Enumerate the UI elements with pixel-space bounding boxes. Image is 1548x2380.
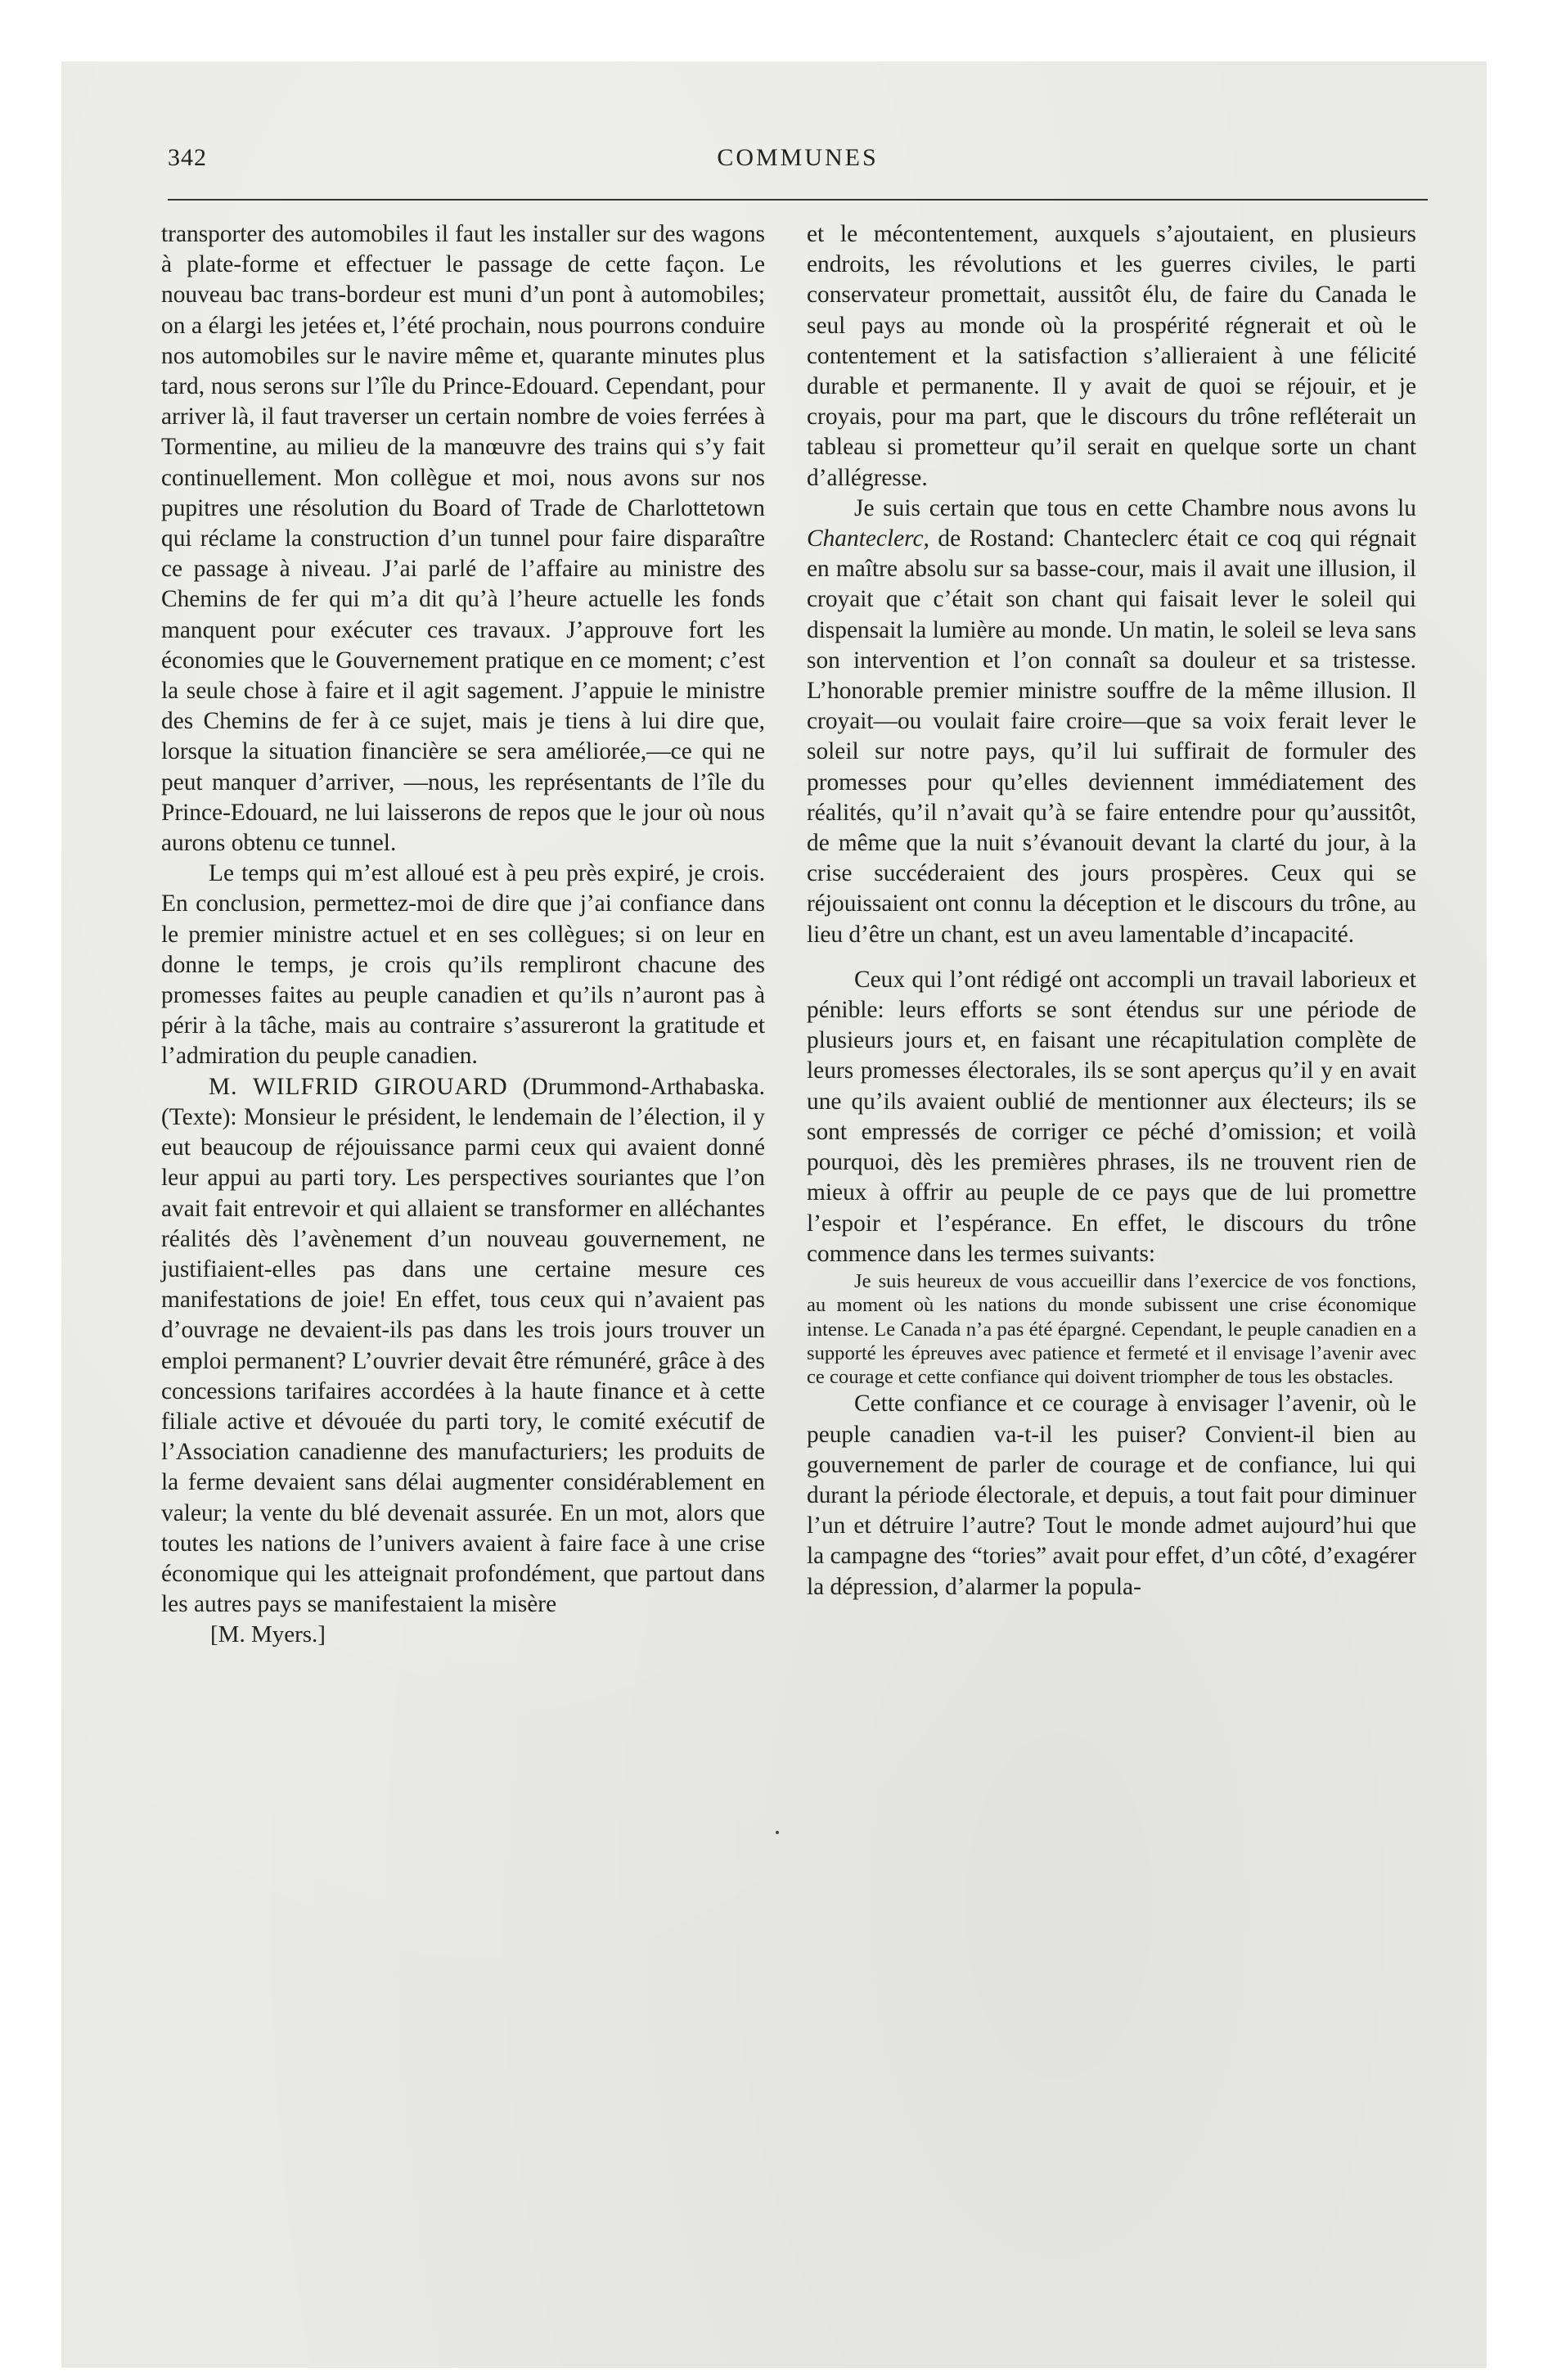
speech-text: (Drummond-Arthabaska. (Texte): Monsieur le président, le lendemain de l’élection, il y eut beaucoup de réjouissance parmi ceux qui avaient donné leur appui au parti tory. Les perspectives souriantes que l’on avait fait entrevoir et qui allaient se transformer en alléchantes réalités dès l’avènement d’un nouveau gouvernement, ne justifiaient-elles pas dans une certaine mesure ces manifestations de joie! En effet, tous ceux qui n’avaient pas d’ouvrage ne devaient-ils pas dans les trois jours trouver un emploi permanent? L’ouvrier devait être rémunéré, grâce à des concessions tarifaires accordées à la haute finance et à cette filiale active et dévouée du parti tory, le comité exécutif de l’Association canadienne des manufacturiers; les produits de la ferme devaient sans délai augmenter considérablement en valeur; la vente du blé devenait assurée. En un mot, alors que toutes les nations de l’univers avaient à faire face à une crise économique qui les atteignait profondément, que partout dans les autres pays se manifestaient la misère [161, 1073, 765, 1618]
paragraph: transporter des automobiles il faut les installer sur des wagons à plate-forme et effectuer le passage de cette façon. Le nouveau bac trans-bordeur est muni d’un pont à automobiles; on a élargi les jetées et, l’été prochain, nous pourrons conduire nos automobiles sur le navire même et, quarante minutes plus tard, nous serons sur l’île du Prince-Edouard. Cependant, pour arriver là, il faut traverser un certain nombre de voies ferrées à Tormentine, au milieu de la manœuvre des trains qui s’y fait continuellement. Mon collègue et moi, nous avons sur nos pupitres une résolution du Board of Trade de Charlottetown qui réclame la construction d’un tunnel pour faire disparaître ce passage à niveau. J’ai parlé de l’affaire au ministre des Chemins de fer qui m’a dit qu’à l’heure actuelle les fonds manquent pour exécuter ces travaux. J’approuve fort les économies que le Gouvernement pratique en ce moment; c’est la seule chose à faire et il agit sagement. J’appuie le ministre des Chemins de fer à ce sujet, mais je tiens à lui dire que, lorsque la situation financière se sera améliorée,—ce qui ne peut manquer d’arriver, —nous, les représentants de l’île du Prince-Edouard, ne lui laisserons de repos que le jour où nous aurons obtenu ce tunnel. [161, 221, 765, 857]
speaker-name: M. WILFRID GIROUARD [209, 1073, 508, 1100]
paragraph: Cette confiance et ce courage à envisager l’avenir, où le peuple canadien va-t-il les puiser? Convient-il bien au gouvernement de parler de courage et de confiance, lui qui durant la période électorale, et depuis, a tout fait pour diminuer l’un et détruire l’autre? Tout le monde admet aujourd’hui que la campagne des “tories” avait pour effet, d’un côté, d’exagérer la dépression, d’alarmer la popula- [807, 1391, 1416, 1600]
header-rule [168, 199, 1428, 201]
running-head: COMMUNES [717, 144, 879, 171]
left-column [161, 219, 765, 1651]
right-column [807, 219, 1416, 1602]
marginal-note: [M. Myers.] [210, 1621, 326, 1648]
paragraph: et le mécontentement, auxquels s’ajoutaient, en plusieurs endroits, les révolutions et les guerres civiles, le parti conservateur promettait, aussitôt élu, de faire du Canada le seul pays au monde où la prospérité régnerait et où le contentement et la satisfaction s’allieraient à une félicité durable et permanente. Il y avait de quoi se réjouir, et je croyais, pour ma part, que le discours du trône refléterait un tableau si prometteur qu’il serait en quelque sorte un chant d’allégresse. [807, 221, 1416, 491]
page-number: 342 [168, 144, 207, 171]
paragraph-text: Je suis certain que tous en cette Chambre nous avons lu [854, 494, 1416, 521]
paragraph-text: de Rostand: Chanteclerc était ce coq qui régnait en maître absolu sur sa basse-cour, mais il avait une illusion, il croyait que c’était son chant qui faisait lever le soleil qui dispensait la lumière au monde. Un matin, le soleil se leva sans son intervention et l’on connaît sa douleur et sa tristesse. L’honorable premier ministre souffre de la même illusion. Il croyait—ou voulait faire croire—que sa voix ferait lever le soleil sur notre pays, qu’il lui suffirait de formuler des promesses pour qu’elles deviennent immédiatement des réalités, qu’il n’avait qu’à se faire entendre pour qu’aussitôt, de même que la nuit s’évanouit devant la clarté du jour, à la crise succéderaient des jours prospères. Ceux qui se réjouissaient ont connu la déception et le discours du trône, au lieu d’être un chant, est un aveu lamentable d’incapacité. [807, 525, 1416, 948]
paragraph [807, 494, 1416, 950]
paragraph: Ceux qui l’ont rédigé ont accompli un travail laborieux et pénible: leurs efforts se sont étendus sur une période de plusieurs jours et, en faisant une récapitulation complète de leurs promesses électorales, ils se sont aperçus qu’il y en avait une qu’ils avaient oublié de mentionner aux électeurs; ils se sont empressés de corriger ce péché d’omission; et voilà pourquoi, dès les premières phrases, ils ne trouvent rien de mieux à offrir au peuple de ce pays que de lui promettre l’espoir et l’espérance. En effet, le discours du trône commence dans les termes suivants: [807, 966, 1416, 1267]
italic-title: Chanteclerc, [807, 525, 929, 552]
speech-paragraph [161, 1072, 765, 1620]
block-quote: Je suis heureux de vous accueillir dans l’exercice de vos fonctions, au moment où les nations du monde subissent une crise économique intense. Le Canada n’a pas été épargné. Cependant, le peuple canadien en a supporté les épreuves avec patience et fermeté et il envisage l’avenir avec ce courage et cette confiance qui doivent triompher de tous les obstacles. [807, 1269, 1416, 1389]
page-header [168, 144, 1428, 177]
ink-dot [776, 1831, 779, 1834]
paragraph: Le temps qui m’est alloué est à peu près expiré, je crois. En conclusion, permettez-moi de dire que j’ai confiance dans le premier ministre actuel et en ses collègues; si on leur en donne le temps, je crois qu’ils rempliront chacune des promesses faites au peuple canadien et qu’ils n’auront pas à périr à la tâche, mais au contraire s’assureront la gratitude et l’admiration du peuple canadien. [161, 860, 765, 1070]
